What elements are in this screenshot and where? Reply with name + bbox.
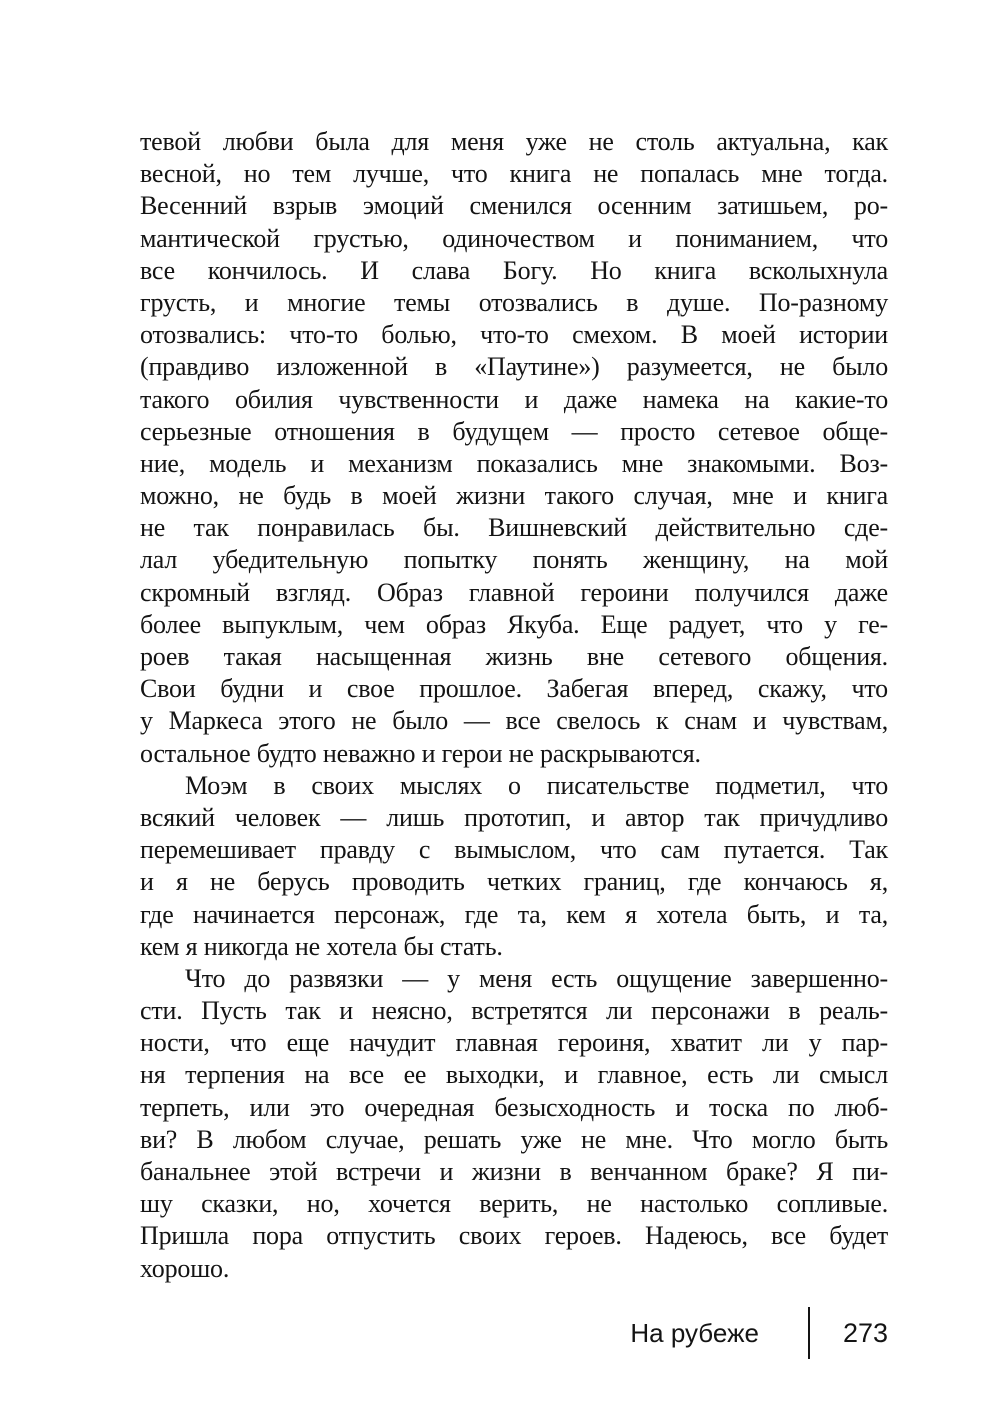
text-line: весной, но тем лучше, что книга не попалась мне тогда.	[140, 159, 888, 189]
page-number: 273	[842, 1317, 888, 1348]
text-line: терпеть, или это очередная безысходность и тоска по люб-	[140, 1092, 888, 1122]
text-line: сти. Пусть так и неясно, встретятся ли персонажи в реаль-	[140, 996, 888, 1026]
text-block	[140, 126, 888, 1285]
text-line: шу сказки, но, хочется верить, не настолько сопливые.	[140, 1189, 888, 1219]
text-line: все кончилось. И слава Богу. Но книга всколыхнула	[140, 255, 888, 285]
text-line: серьезные отношения в будущем — просто сетевое обще-	[140, 416, 888, 446]
page-footer	[140, 1306, 888, 1360]
text-line: остальное будто неважно и герои не раскрываются.	[140, 738, 701, 768]
text-line: лал убедительную попытку понять женщину, на мой	[140, 545, 888, 575]
text-line: кем я никогда не хотела бы стать.	[140, 931, 503, 961]
running-footer-chapter-title: На рубеже	[630, 1318, 759, 1348]
text-line: ви? В любом случае, решать уже не мне. Что могло быть	[140, 1124, 888, 1154]
text-line: не так понравилась бы. Вишневский действительно сде-	[140, 513, 888, 543]
text-line: более выпуклым, чем образ Якуба. Еще радует, что у ге-	[140, 609, 888, 639]
text-line: Моэм в своих мыслях о писательстве подметил, что	[185, 770, 888, 800]
text-line: (правдиво изложенной в «Паутине») разумеется, не было	[140, 352, 888, 382]
text-line: Свои будни и свое прошлое. Забегая вперед, скажу, что	[140, 674, 888, 704]
text-line: можно, не будь в моей жизни такого случая, мне и книга	[140, 481, 888, 511]
text-line: мантической грустью, одиночеством и пониманием, что	[140, 223, 888, 253]
text-line: где начинается персонаж, где та, кем я хотела быть, и та,	[140, 899, 888, 929]
text-line: отозвались: что-то болью, что-то смехом. В моей истории	[140, 320, 888, 350]
text-line: ности, что еще начудит главная героиня, хватит ли у пар-	[140, 1028, 888, 1058]
text-line: Что до развязки — у меня есть ощущение завершенно-	[185, 963, 888, 993]
text-line: ня терпения на все ее выходки, и главное, есть ли смысл	[140, 1060, 888, 1090]
text-line: тевой любви была для меня уже не столь актуальна, как	[140, 127, 888, 156]
text-line: роев такая насыщенная жизнь вне сетевого общения.	[140, 642, 888, 671]
text-line: банальнее этой встречи и жизни в венчанном браке? Я пи-	[140, 1157, 888, 1186]
text-line: скромный взгляд. Образ главной героини получился даже	[140, 577, 888, 607]
text-line: хорошо.	[140, 1253, 230, 1283]
text-line: у Маркеса этого не было — все свелось к снам и чувствам,	[140, 706, 888, 736]
text-line: и я не берусь проводить четких границ, где кончаюсь я,	[140, 867, 888, 897]
text-line: такого обилия чувственности и даже намека на какие-то	[140, 384, 888, 414]
footer-divider-rule	[808, 1307, 810, 1359]
text-line: Весенний взрыв эмоций сменился осенним затишьем, ро-	[140, 191, 888, 221]
text-line: ние, модель и механизм показались мне знакомыми. Воз-	[140, 448, 888, 478]
text-line: перемешивает правду с вымыслом, что сам путается. Так	[140, 835, 888, 865]
text-line: всякий человек — лишь прототип, и автор так причудливо	[140, 802, 888, 832]
text-line: грусть, и многие темы отозвались в душе. По-разному	[140, 287, 888, 317]
text-line: Пришла пора отпустить своих героев. Надеюсь, все будет	[140, 1221, 888, 1251]
